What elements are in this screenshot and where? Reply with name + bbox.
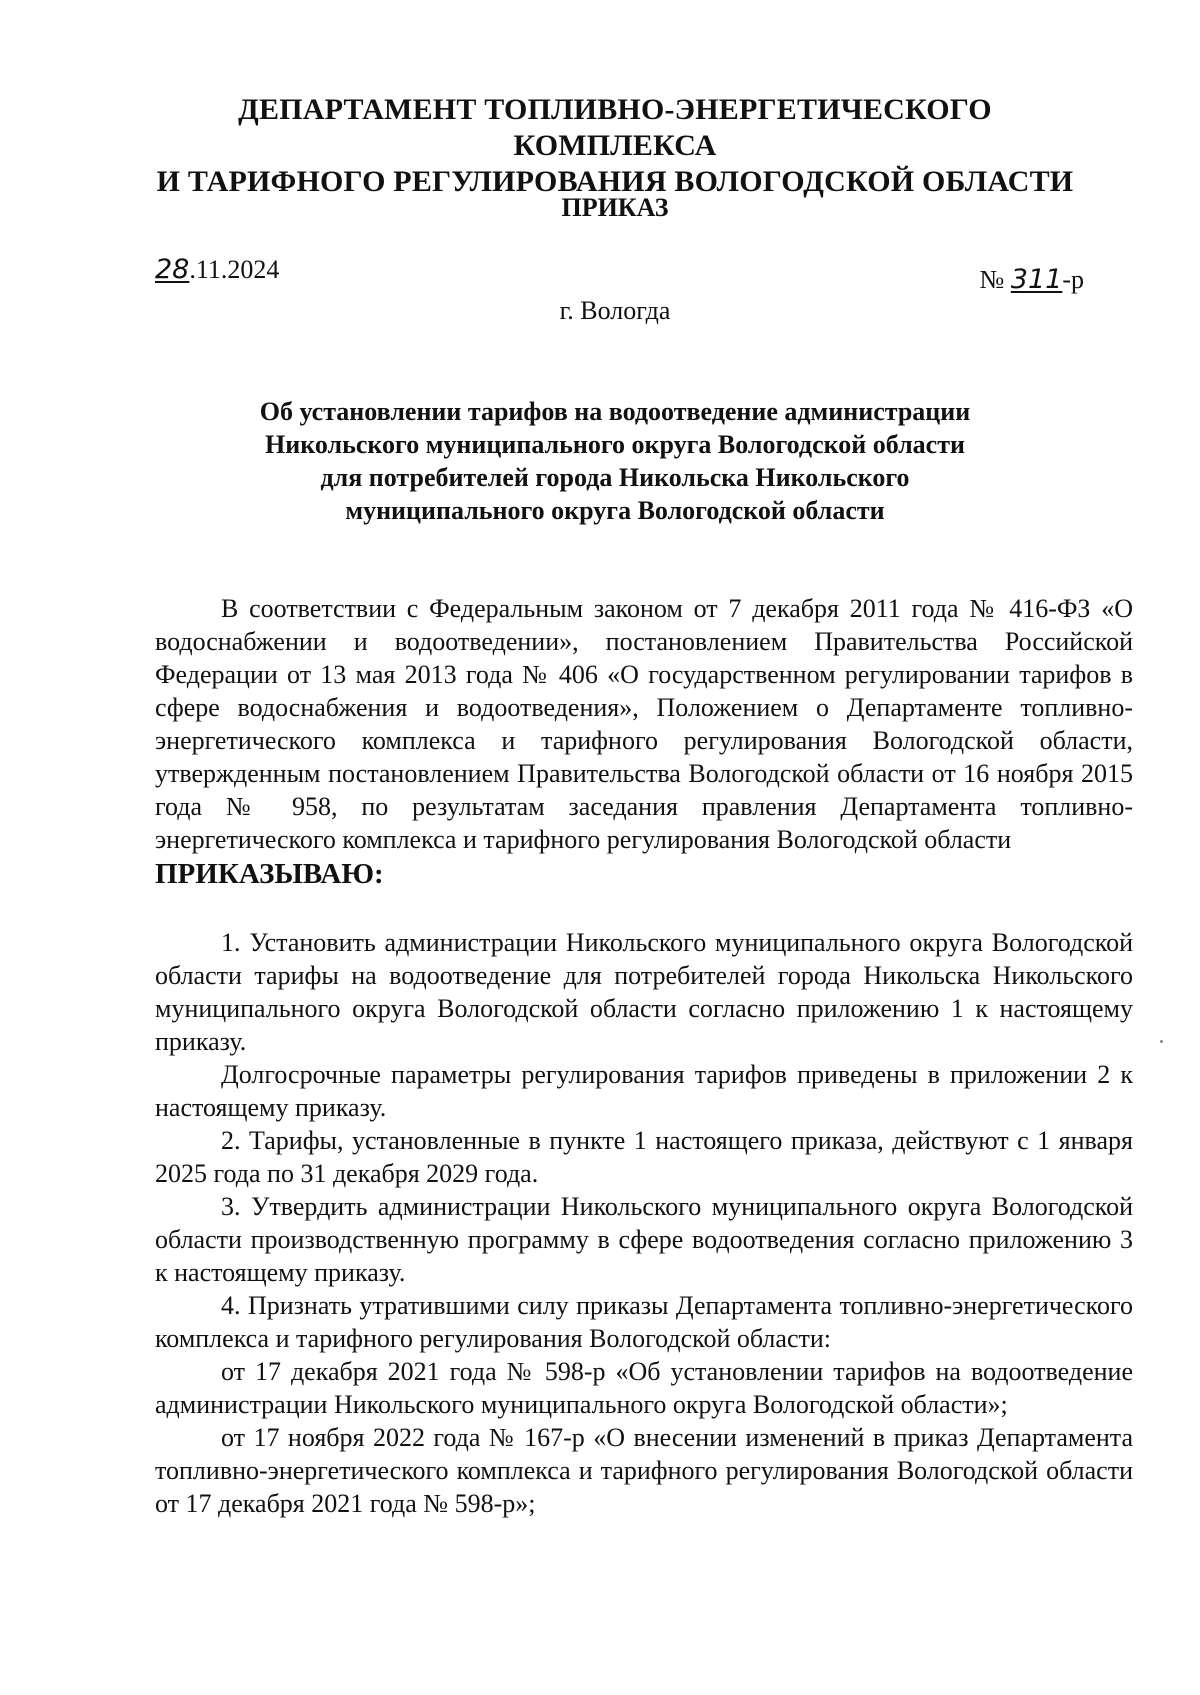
- clause-1: 1. Установить администрации Никольского муниципального округа Вологодской области тарифы на водоотведение для потребителей города Никольска Никольского муниципального округа Вологодской области согласно приложению 1 к настоящему приказу.: [155, 928, 1133, 1056]
- department-line-1: ДЕПАРТАМЕНТ ТОПЛИВНО-ЭНЕРГЕТИЧЕСКОГО КОМПЛЕКСА: [238, 93, 992, 162]
- number-prefix: №: [979, 265, 1011, 294]
- orders-word: ПРИКАЗЫВАЮ:: [155, 858, 384, 890]
- preamble-paragraph: В соответствии с Федеральным законом от 7 декабря 2011 года № 416-ФЗ «О водоснабжении и водоотведении», постановлением Правительства Российской Федерации от 13 мая 2013 года № 406 «О государственном регулировании тарифов в сфере водоснабжения и водоотведения», Положением о Департаменте топливно-энергетического комплекса и тарифного регулирования Вологодской области, утвержденным постановлением Правительства Вологодской области от 16 ноября 2015 года № 958, по результатам заседания правления Департамента топливно-энергетического комплекса и тарифного регулирования Вологодской области: [155, 594, 1133, 854]
- clause-3: 3. Утвердить администрации Никольского муниципального округа Вологодской области производственную программу в сфере водоотведения согласно приложению 3 к настоящему приказу.: [155, 1192, 1133, 1287]
- subject-line-3: для потребителей города Никольска Никольского: [320, 463, 910, 492]
- number-suffix: -р: [1062, 265, 1084, 294]
- department-line-2: И ТАРИФНОГО РЕГУЛИРОВАНИЯ ВОЛОГОДСКОЙ ОБЛАСТИ: [156, 165, 1074, 198]
- clause-1-params: Долгосрочные параметры регулирования тарифов приведены в приложении 2 к настоящему приказу.: [155, 1060, 1133, 1122]
- scan-speck: [1160, 1040, 1163, 1043]
- subject-line-1: Об установлении тарифов на водоотведение администрации: [259, 397, 971, 426]
- order-title: ПРИКАЗ: [561, 193, 669, 222]
- number-handwritten: 311: [1010, 264, 1063, 295]
- order-number: [979, 265, 1084, 295]
- order-subject: [150, 395, 1080, 527]
- subject-line-4: муниципального округа Вологодской области: [345, 496, 885, 525]
- clause-4-item-b: от 17 ноября 2022 года № 167-р «О внесении изменений в приказ Департамента топливно-энергетического комплекса и тарифного регулирования Вологодской области от 17 декабря 2021 года № 598-р»;: [155, 1423, 1133, 1518]
- date-day-handwritten: 28: [155, 254, 190, 285]
- clause-4: 4. Признать утратившими силу приказы Департамента топливно-энергетического комплекса и тарифного регулирования Вологодской области:: [155, 1291, 1133, 1353]
- order-body: [155, 592, 1133, 1520]
- clause-4-item-a: от 17 декабря 2021 года № 598-р «Об установлении тарифов на водоотведение администрации Никольского муниципального округа Вологодской области»;: [155, 1357, 1133, 1419]
- clause-2: 2. Тарифы, установленные в пункте 1 настоящего приказа, действуют с 1 января 2025 года по 31 декабря 2029 года.: [155, 1126, 1133, 1188]
- order-date: [155, 255, 279, 285]
- city: г. Вологда: [559, 296, 671, 325]
- subject-line-2: Никольского муниципального округа Вологодской области: [265, 430, 965, 459]
- department-header: [150, 92, 1080, 200]
- date-rest: .11.2024: [189, 255, 280, 284]
